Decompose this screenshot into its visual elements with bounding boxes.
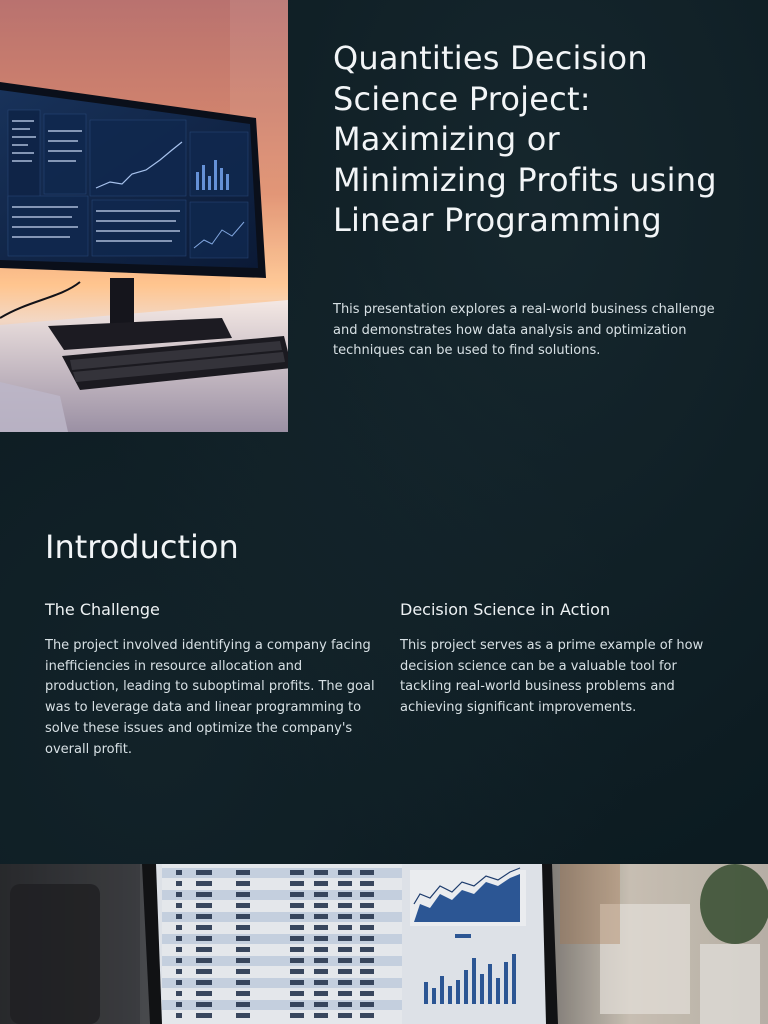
decision-science-body: This project serves as a prime example of how decision science can be a valuable tool for tackling real-world business problems and achieving significant improvements. (400, 638, 704, 716)
introduction-heading: Introduction (45, 528, 239, 566)
challenge-title: The Challenge (45, 600, 160, 619)
challenge-column (45, 598, 375, 760)
challenge-body: The project involved identifying a company facing inefficiencies in resource allocation and production, leading to suboptimal profits. The goal was to leverage data and linear programming to solve these issues and optimize the company's overall profit. (45, 638, 375, 757)
presentation-subtitle: This presentation explores a real-world business challenge and demonstrates how data analysis and optimization techniques can be used to find solutions. (333, 302, 715, 359)
spreadsheet-monitor-image (0, 864, 768, 1024)
presentation-title: Quantities Decision Science Project: Maximizing or Minimizing Profits using Linear Programming (333, 39, 717, 239)
hero-monitor-image (0, 0, 288, 432)
decision-science-column (400, 598, 730, 719)
decision-science-title: Decision Science in Action (400, 600, 611, 619)
